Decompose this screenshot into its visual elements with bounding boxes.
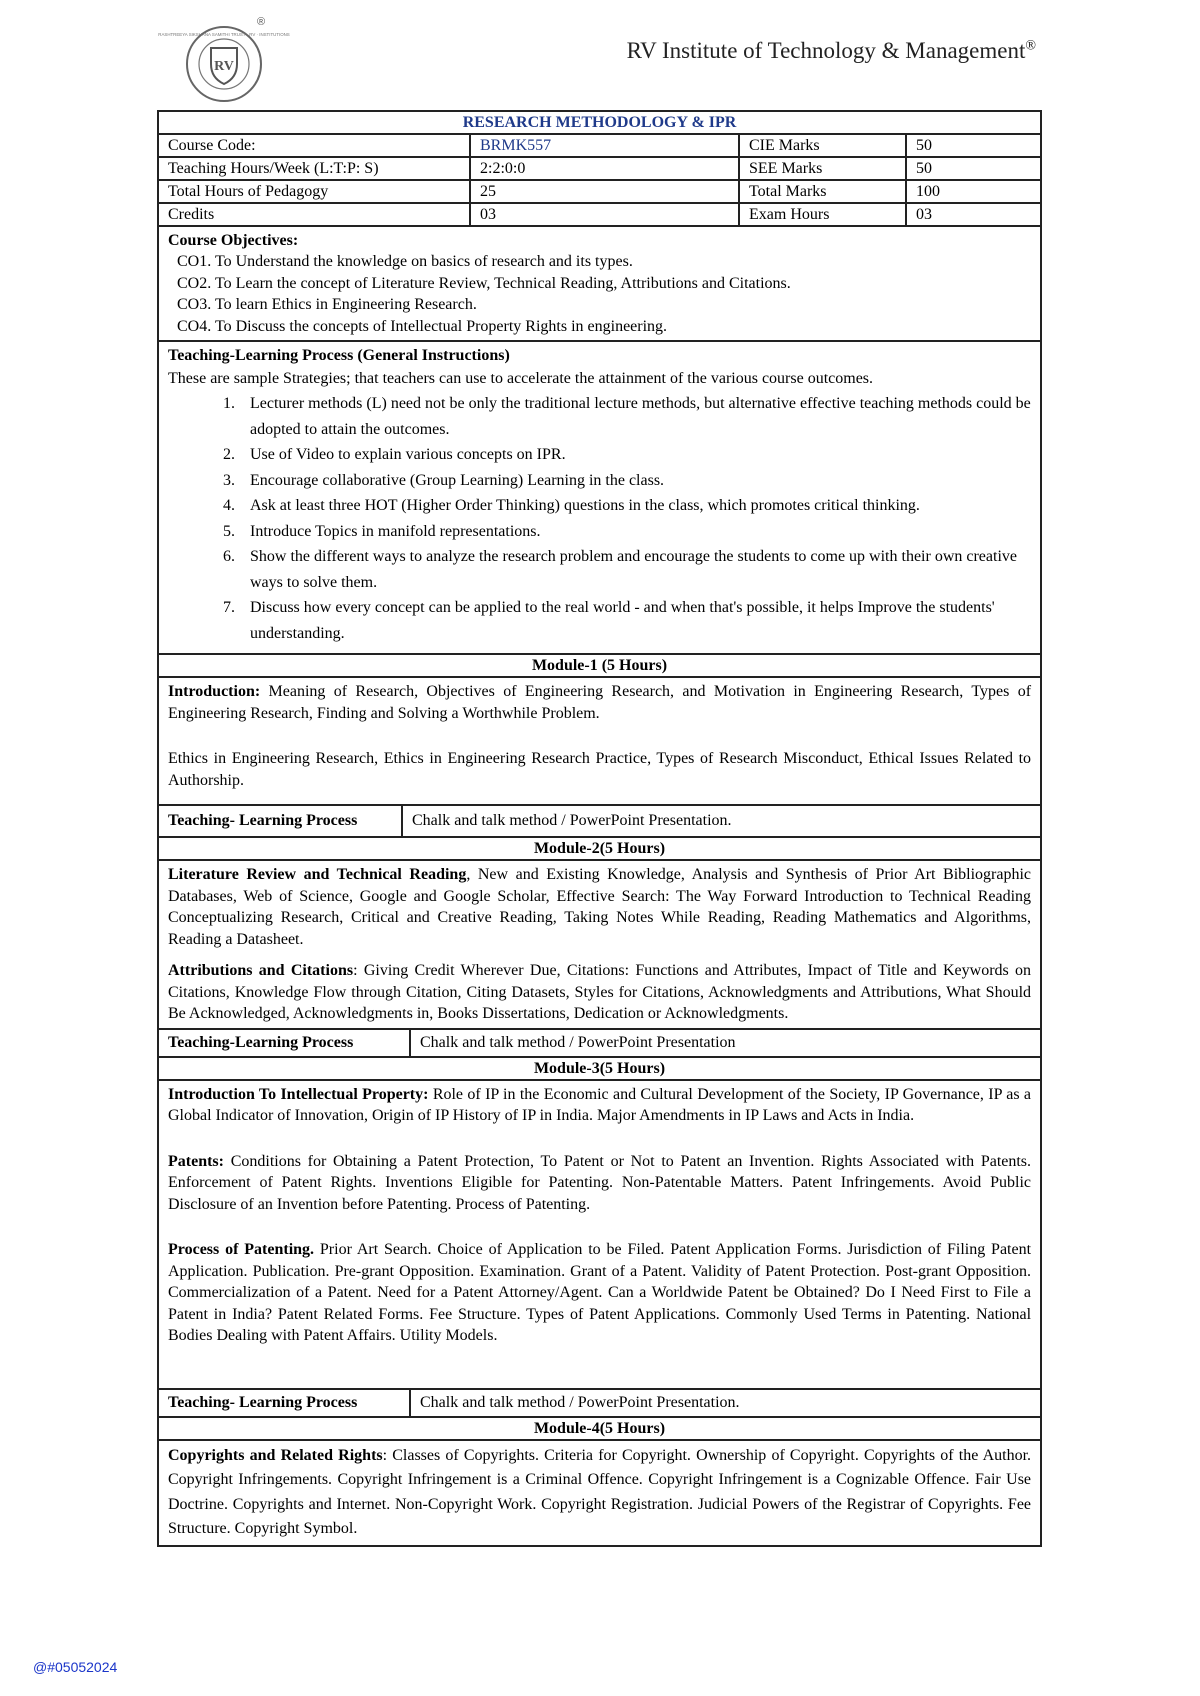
module-4-content [158,1440,1041,1546]
module-2-para: Literature Review and Technical Reading, New and Existing Knowledge, Analysis and Synthesis of Prior Art Bibliographic Databases, Web of Science, Google and Google Scholar, Effective Search: The Way Forward Introduction to Technical Reading Conceptualizing Research, Critical and Creative Reading, Taking Notes While Reading, Reading Mathematics and Algorithms, Reading a Datasheet. [168,866,1032,948]
module-3-lead: Process of Patenting. [168,1241,315,1258]
info-key: Credits [158,203,470,226]
info-value: 03 [470,203,739,226]
module-1-lead: Introduction: [168,683,261,700]
module-4-lead: Copyrights and Related Rights [168,1446,383,1464]
list-item: 4. Ask at least three HOT (Higher Order Thinking) questions in the class, which promotes critical thinking. [239,493,1031,519]
info-row [158,180,1041,203]
module-3-para: Patents: Conditions for Obtaining a Patent Protection, To Patent or Not to Patent an Invention. Rights Associated with Patents. Enforcement of Patent Rights. Inventions Eligible for Patenting. Non-Patentable Matters. Patent Infringements. Avoid Public Disclosure of an Invention before Patenting. Process of Patenting. [168,1152,1032,1213]
module-3-tl-row [158,1389,1041,1417]
module-2-tl-row [158,1029,1041,1057]
module-1-para: Introduction: Meaning of Research, Objectives of Engineering Research, and Motivation in Engineering Research, Types of Engineering Research, Finding and Solving a Worthwhile Problem. [168,683,1032,722]
objectives-section [158,226,1041,341]
objective-item: CO1. To Understand the knowledge on basics of research and its types. [177,253,633,270]
module-3-heading: Module-3(5 Hours) [158,1057,1041,1080]
module-3-content [158,1080,1041,1389]
module-3-para: Introduction To Intellectual Property: Role of IP in the Economic and Cultural Development of the Society, IP Governance, IP as a Global Indicator of Innovation, Origin of IP History of IP in India. Major Amendments in IP Laws and Acts in India. [168,1085,1032,1124]
module-3-para: Process of Patenting. Prior Art Search. Choice of Application to be Filed. Patent Application Forms. Jurisdiction of Filing Patent Application. Publication. Pre-grant Opposition. Examination. Grant of a Patent. Validity of Patent Protection. Post-grant Opposition. Commercialization of a Patent. Need for a Patent Attorney/Agent. Can a Worldwide Patent be Obtained? Do I Need First to File a Patent in India? Patent Related Forms. Fee Structure. Types of Patent Applications. Commonly Used Terms in Patenting. National Bodies Dealing with Patent Affairs. Utility Models. [168,1241,1032,1344]
list-item: 7. Discuss how every concept can be applied to the real world - and when that's possible, it helps Improve the students' understanding. [239,595,1031,646]
logo-registered-mark: ® [257,16,266,28]
info-row [158,203,1041,226]
syllabus-table [157,110,1042,1547]
info-row [158,134,1041,157]
tl-label: Teaching-Learning Process [159,1030,410,1056]
info-key: Exam Hours [739,203,906,226]
info-key: Course Code: [158,134,470,157]
tl-label: Teaching- Learning Process [159,1390,410,1416]
info-key: SEE Marks [739,157,906,180]
logo-ring-text: RASHTREEYA SIKSHANA SAMITHI TRUST · RV · INSTITUTIONS [158,32,290,37]
module-2-lead: Literature Review and Technical Reading [168,866,467,883]
module-2-lead: Attributions and Citations [168,962,354,979]
logo-monogram: RV [214,59,234,74]
tlp-intro: These are sample Strategies; that teachers can use to accelerate the attainment of the various course outcomes. [168,370,874,387]
institute-registered-mark: ® [1025,38,1036,54]
course-code-value: BRMK557 [470,134,739,157]
module-2-heading: Module-2(5 Hours) [158,837,1041,860]
tl-value: Chalk and talk method / PowerPoint Presentation. [412,812,732,829]
list-item: 3. Encourage collaborative (Group Learning) Learning in the class. [239,468,1031,494]
module-4-para: Copyrights and Related Rights: Classes of Copyrights. Criteria for Copyright. Ownership of Copyright. Copyrights of the Author. Copyright Infringements. Copyright Infringement is a Criminal Offence. Copyright Infringement is a Cognizable Offence. Fair Use Doctrine. Copyrights and Internet. Non-Copyright Work. Copyright Registration. Judicial Powers of the Registrar of Copyrights. Fee Structure. Copyright Symbol. [168,1446,1032,1537]
objective-item: CO3. To learn Ethics in Engineering Research. [177,296,477,313]
course-title: RESEARCH METHODOLOGY & IPR [158,111,1041,134]
info-value: 50 [906,134,1041,157]
module-3-lead: Introduction To Intellectual Property: [168,1085,429,1103]
info-key: Total Marks [739,180,906,203]
module-4-heading: Module-4(5 Hours) [158,1417,1041,1440]
list-item: 2. Use of Video to explain various concepts on IPR. [239,442,1031,468]
info-value: 03 [906,203,1041,226]
tlp-section [158,341,1041,654]
tl-value: Chalk and talk method / PowerPoint Presentation [420,1033,736,1051]
tl-label: Teaching- Learning Process [159,806,402,836]
list-item: 6. Show the different ways to analyze the research problem and encourage the students to come up with their own creative ways to solve them. [239,544,1031,595]
info-value: 50 [906,157,1041,180]
info-key: Total Hours of Pedagogy [158,180,470,203]
objective-item: CO2. To Learn the concept of Literature Review, Technical Reading, Attributions and Citations. [177,274,791,292]
list-item: 5. Introduce Topics in manifold representations. [239,519,1031,545]
tlp-heading: Teaching-Learning Process (General Instructions) [168,347,510,364]
module-1-content [158,677,1041,805]
institute-name: RV Institute of Technology & Management® [626,38,1036,63]
tl-value: Chalk and talk method / PowerPoint Presentation. [420,1393,740,1411]
document-code: @#05052024 [33,1659,118,1675]
module-2-para: Attributions and Citations: Giving Credit Wherever Due, Citations: Functions and Attributes, Impact of Title and Keywords on Citations, Knowledge Flow through Citation, Citing Datasets, Styles for Citations, Acknowledgments and Attributions, What Should Be Acknowledged, Acknowledgments in, Books Dissertations, Dedication or Acknowledgments. [168,962,1032,1022]
module-2-content [158,860,1041,1029]
module-3-lead: Patents: [168,1152,224,1170]
info-value: 100 [906,180,1041,203]
info-value: 2:2:0:0 [470,157,739,180]
info-value: 25 [470,180,739,203]
institute-logo [158,24,290,104]
info-row [158,157,1041,180]
info-key: CIE Marks [739,134,906,157]
info-key: Teaching Hours/Week (L:T:P: S) [158,157,470,180]
module-1-tl-row [158,805,1041,837]
tlp-list [168,391,1031,646]
list-item: 1. Lecturer methods (L) need not be only the traditional lecture methods, but alternative effective teaching methods could be adopted to attain the outcomes. [239,391,1031,442]
module-1-heading: Module-1 (5 Hours) [158,654,1041,677]
objectives-heading: Course Objectives: [168,232,299,249]
module-1-para: Ethics in Engineering Research, Ethics in Engineering Research Practice, Types of Research Misconduct, Ethical Issues Related to Authorship. [168,750,1032,789]
objective-item: CO4. To Discuss the concepts of Intellectual Property Rights in engineering. [177,317,668,335]
